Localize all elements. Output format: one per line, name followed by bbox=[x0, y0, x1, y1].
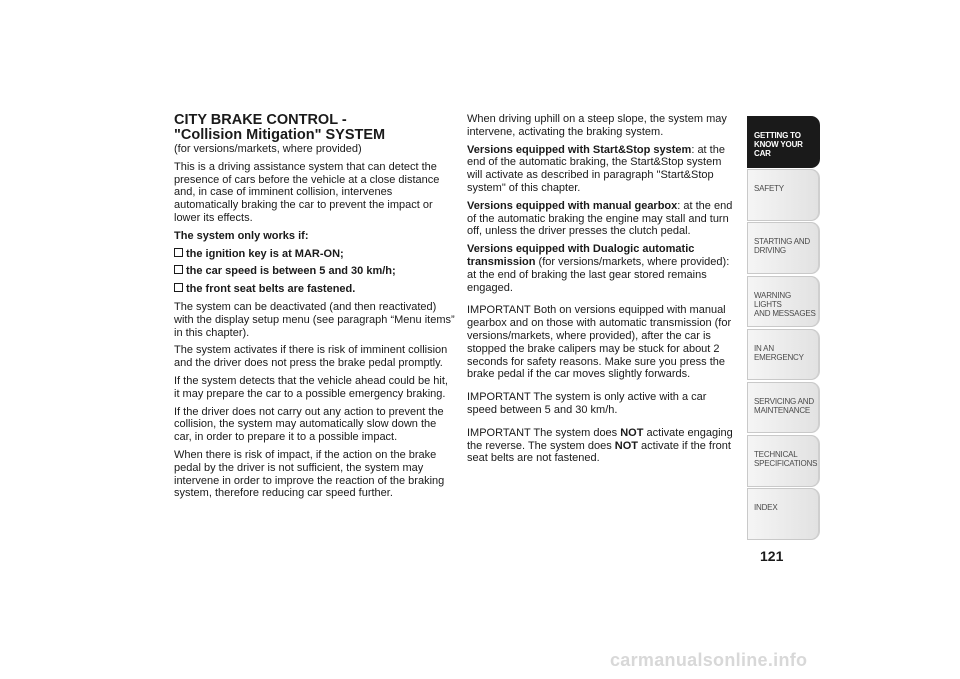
brake-assist-paragraph: When there is risk of impact, if the action on the brake pedal by the driver is not sufficient, the system may intervene in order to improve the reaction of the braking system, therefore reducing car speed further. bbox=[174, 448, 445, 500]
tab-starting-and-driving[interactable]: STARTING AND DRIVING bbox=[747, 222, 820, 274]
tab-servicing[interactable]: SERVICING AND MAINTENANCE bbox=[747, 382, 820, 434]
left-column bbox=[174, 113, 456, 505]
tab-warning-lights[interactable]: WARNING LIGHTS AND MESSAGES bbox=[747, 276, 820, 328]
conditions-heading: The system only works if: bbox=[174, 229, 309, 242]
title-line-1: CITY BRAKE CONTROL - bbox=[174, 112, 347, 128]
condition-item: the ignition key is at MAR-ON; bbox=[174, 248, 456, 261]
emergency-braking-paragraph: If the system detects that the vehicle ahead could be hit, it may prepare the car to a possible emergency braking. bbox=[174, 374, 448, 400]
activation-paragraph: The system activates if there is risk of imminent collision and the driver does not press the brake pedal promptly. bbox=[174, 344, 448, 370]
condition-item: the car speed is between 5 and 30 km/h; bbox=[174, 265, 456, 278]
condition-item: the front seat belts are fastened. bbox=[174, 283, 456, 296]
chapter-tabs bbox=[747, 116, 820, 542]
availability-note: (for versions/markets, where provided) bbox=[174, 143, 362, 155]
slowdown-paragraph: If the driver does not carry out any action to prevent the collision, the system may automatically slow down the car, in order to prepare it to a possible impact. bbox=[174, 405, 444, 444]
page-number: 121 bbox=[760, 548, 784, 564]
tab-safety[interactable]: SAFETY bbox=[747, 169, 820, 221]
watermark: carmanualsonline.info bbox=[610, 650, 808, 670]
checkbox-bullet-icon bbox=[174, 265, 183, 274]
intro-paragraph: This is a driving assistance system that can detect the presence of cars before the vehicle at a close distance and, in case of imminent collision, intervenes automatically braking the car to prevent the impact or lower its effects. bbox=[174, 160, 440, 224]
deactivation-paragraph: The system can be deactivated (and then reactivated) with the display setup menu (see paragraph “Menu items” in this chapter). bbox=[174, 300, 455, 339]
start-stop-paragraph: Versions equipped with Start&Stop system: at the end of the automatic braking, the Start&Stop system will activate as described in paragraph "Start&Stop system" of this chapter. bbox=[467, 143, 725, 194]
title-line-2: "Collision Mitigation" SYSTEM bbox=[174, 127, 386, 143]
manual-gearbox-paragraph: Versions equipped with manual gearbox: at the end of the automatic braking the engine may stall and turn off, unless the driver presses the clutch pedal. bbox=[467, 199, 733, 238]
tab-technical-specifications[interactable]: TECHNICAL SPECIFICATIONS bbox=[747, 435, 820, 487]
important-note-speed: IMPORTANT The system is only active with a car speed between 5 and 30 km/h. bbox=[467, 391, 707, 416]
important-note-calipers: IMPORTANT Both on versions equipped with manual gearbox and on those with automatic transmission (for versions/markets, where provided), after the car is stopped the brake calipers may be stuck for about 2 seconds for safety reasons. Make sure you press the brake pedal if the car moves slightly forwards. bbox=[467, 304, 732, 381]
tab-in-an-emergency[interactable]: IN AN EMERGENCY bbox=[747, 329, 820, 381]
right-column bbox=[467, 113, 739, 470]
tab-index[interactable]: INDEX bbox=[747, 488, 820, 540]
dualogic-paragraph: Versions equipped with Dualogic automatic transmission (for versions/markets, where provided): at the end of braking the last gear stored remains engaged. bbox=[467, 243, 730, 294]
section-title bbox=[174, 113, 456, 143]
important-note-reverse: IMPORTANT The system does NOT activate engaging the reverse. The system does NOT activate if the front seat belts are not fastened. bbox=[467, 426, 733, 465]
checkbox-bullet-icon bbox=[174, 283, 183, 292]
uphill-paragraph: When driving uphill on a steep slope, the system may intervene, activating the braking system. bbox=[467, 113, 727, 138]
checkbox-bullet-icon bbox=[174, 248, 183, 257]
tab-getting-to-know-your-car[interactable]: GETTING TO KNOW YOUR CAR bbox=[747, 116, 820, 168]
